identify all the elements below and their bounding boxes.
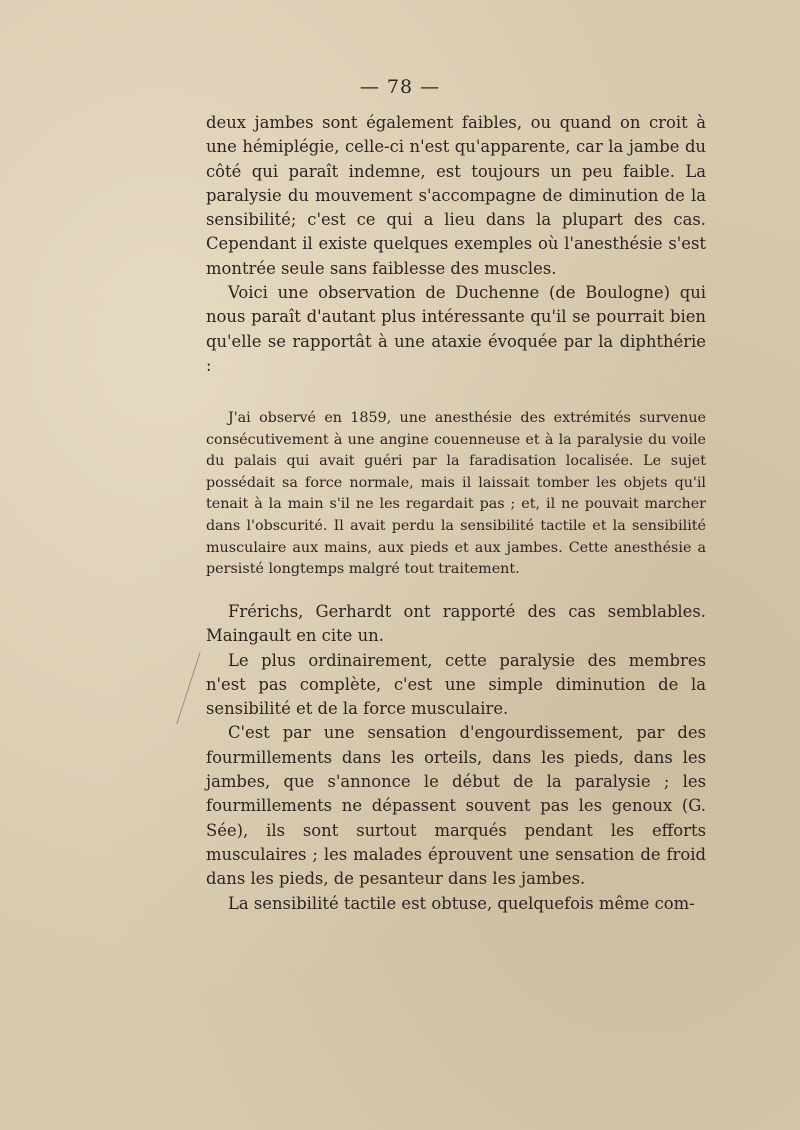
paragraph: Frérichs, Gerhardt ont rapporté des cas semblables. Maingault en cite un. xyxy=(206,602,706,646)
quoted-observation xyxy=(206,408,706,581)
paragraph: La sensibilité tactile est obtuse, quelquefois même com- xyxy=(228,893,695,913)
paragraph: Voici une observation de Duchenne (de Boulogne) qui nous paraît d'autant plus intéressante qu'il se pourrait bien qu'elle se rapportât à une ataxie évoquée par la diphthérie : xyxy=(206,283,706,375)
body-text xyxy=(206,600,706,916)
page-number: — 78 — xyxy=(359,76,441,98)
paragraph: Le plus ordinairement, cette paralysie des membres n'est pas complète, c'est une simple diminution de la sensibilité et de la force musculaire. xyxy=(206,650,706,719)
paragraph: deux jambes sont également faibles, ou quand on croit à une hémiplégie, celle-ci n'est qu'apparente, car la jambe du côté qui paraît indemne, est toujours un peu faible. La paralysie du mouvement s'accompagne de diminution de la sensibilité; c'est ce qui a lieu dans la plupart des cas. Cependant il existe quelques exemples où l'anesthésie s'est montrée seule sans faiblesse des muscles. xyxy=(206,113,706,278)
intro-text xyxy=(206,111,706,378)
quote-paragraph: J'ai observé en 1859, une anesthésie des extrémités survenue consécutivement à une angine couenneuse et à la paralysie du voile du palais qui avait guéri par la faradisation localisée. Le sujet possédait sa force normale, mais il laissait tomber les objets qu'il tenait à la main s'il ne les regardait pas ; et, il ne pouvait marcher dans l'obscurité. Il avait perdu la sensibilité tactile et la sensibilité musculaire aux mains, aux pieds et aux jambes. Cette anesthésie a persisté longtemps malgré tout traitement. xyxy=(206,410,706,578)
paragraph: C'est par une sensation d'engourdissement, par des fourmillements dans les orteils, dans les pieds, dans les jambes, que s'annonce le début de la paralysie ; les fourmillements ne dépassent souvent pas les genoux (G. Sée), ils sont surtout marqués pendant les efforts musculaires ; les malades éprouvent une sensation de froid dans les pieds, de pesanteur dans les jambes. xyxy=(206,723,706,889)
